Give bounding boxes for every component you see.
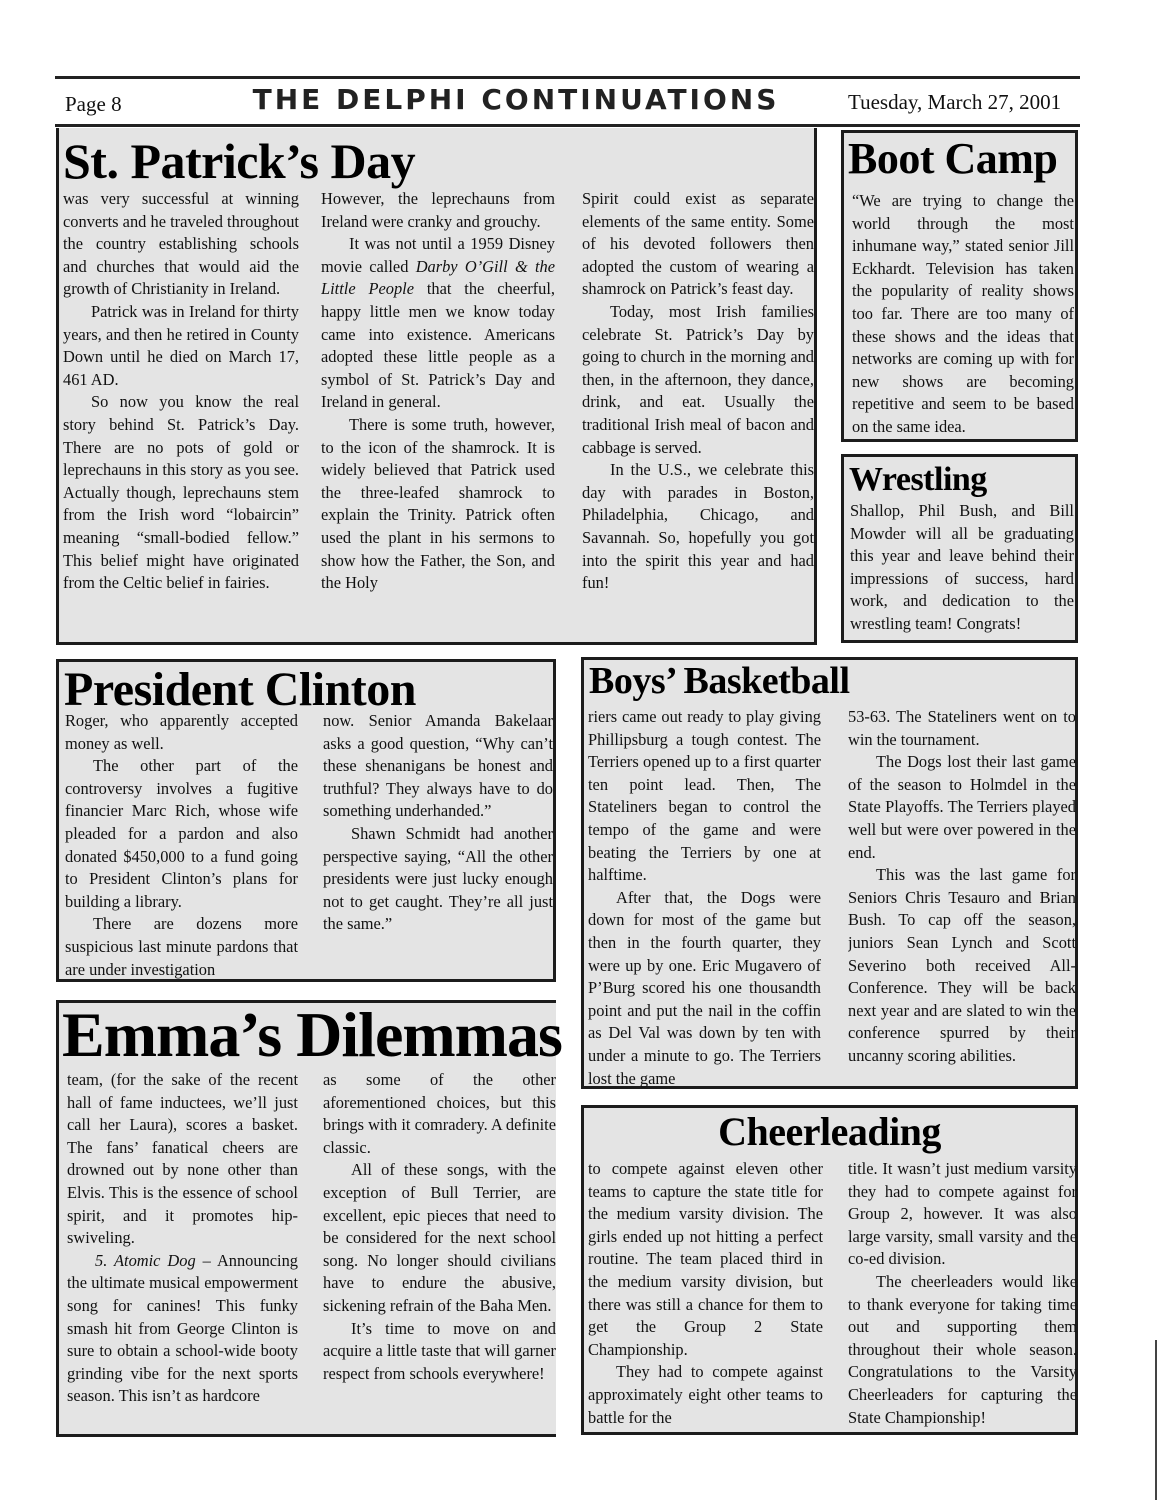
paragraph: They had to compete against approximately eight other teams to battle for the [588,1362,823,1427]
cheer-col-1 [588,1158,823,1434]
wrestling-article [841,454,1078,643]
emmas-dilemmas-headline: Emma’s Dilemmas [62,999,562,1070]
boys-basketball-headline: Boys’ Basketball [589,660,850,702]
clinton-col-2 [323,710,553,982]
basketball-col-2 [848,706,1076,1088]
paragraph: now. Senior Amanda Bakelaar asks a good question, “Why can’t these shenanigans be honest and truthful? They always have to do something underhanded.” [323,711,553,821]
page-number: Page 8 [65,92,122,116]
paragraph: There is some truth, however, to the icon of the shamrock. It is widely believed that Patrick used the three-leafed shamrock to explain the Trinity. Patrick often used the plant in his sermons to show how the Father, the Son, and the Holy [321,414,555,593]
text-run: It was not until a 1959 Disney movie called [321,234,555,276]
paragraph: There are dozens more suspicious last minute pardons that are under investigation [65,914,298,979]
page-edge-line [1155,1340,1157,1500]
paragraph: as some of the other aforementioned choices, but this brings with it comradery. A definite classic. [323,1070,556,1157]
boys-basketball-article [581,657,1078,1089]
st-patricks-col-1 [63,188,299,646]
st-patricks-col-2 [321,188,555,646]
issue-date: Tuesday, March 27, 2001 [848,90,1062,114]
paragraph: All of these songs, with the exception of Bull Terrier, are excellent, epic pieces that need to be considered for the next school song. No longer should civilians have to endure the abusive, sickening refrain of the Baha Men. [323,1160,556,1315]
paragraph: Roger, who apparently accepted money as well. [65,711,298,753]
paragraph: Shawn Schmidt had another perspective saying, “All the other presidents were just lucky enough not to get caught. They’re all just the same.” [323,823,553,934]
masthead-bottom-rule [55,124,1080,127]
st-patricks-day-article [56,128,817,645]
paragraph: So now you know the real story behind St. Patrick’s Day. There are no pots of gold or leprechauns in this story as you see. Actually though, leprechauns stem from the Irish word “lobaircin” meaning “small-bodied fellow.” This belief might have originated from the Celtic belief in fairies. [63,392,299,593]
paragraph [321,233,555,414]
paragraph [67,1250,298,1408]
emma-col-2 [323,1069,556,1435]
song-title: 5. Atomic Dog [95,1250,196,1270]
text-run: – Announcing the ultimate musical empowerment song for canines! This funky smash hit from George Clinton is sure to obtain a school-wide booty grinding vibe for the next sports season. This isn’t as hardcore [67,1250,298,1406]
paragraph: After that, the Dogs were down for most of the game but then in the fourth quarter, they were up by one. Eric Mugavero of P’Burg scored his one thousandth point and put the nail in the coffin as Del Val was down by ten with under a minute to go. The Terriers lost the game [588,887,821,1088]
boot-camp-article [841,130,1078,442]
movie-title: Darby O’Gill & the Little People [321,256,555,299]
paragraph: Shallop, Phil Bush, and Bill Mowder will all be graduating this year and leave behind their impressions of success, hard work, and dedication to the wrestling team! Congrats! [850,501,1074,633]
president-clinton-headline: President Clinton [64,663,416,716]
cheerleading-headline: Cheerleading [718,1109,941,1154]
wrestling-body [850,500,1074,640]
paragraph: was very successful at winning converts and he traveled throughout the country establishing schools and churches that would aid the growth of Christianity in Ireland. [63,189,299,299]
paragraph: In the U.S., we celebrate this day with parades in Boston, Philadelphia, Chicago, and Savannah. So, hopefully you got into the spirit this year and had fun! [582,460,814,593]
cheerleading-article [581,1105,1078,1435]
text-run: that the cheerful, happy little men we know today came into existence. Americans adopted these little people as a symbol of St. Patrick’s Day and Ireland in general. [321,279,555,412]
basketball-col-1 [588,706,821,1088]
paragraph: Today, most Irish families celebrate St. Patrick’s Day by going to church in the morning and then, in the afternoon, they dance, drink, and eat. Usually the traditional Irish meal of bacon and cabbage is served. [582,301,814,457]
st-patricks-col-3 [582,188,814,646]
paragraph: The Dogs lost their last game of the season to Holmdel in the State Playoffs. The Terriers played well but were over powered in the end. [848,752,1076,862]
paragraph: This was the last game for Seniors Chris Tesauro and Brian Bush. To cap off the season, juniors Sean Lynch and Scott Severino both received All-Conference. They will be back next year and are slated to win the conference spurred by their uncanny scoring abilities. [848,865,1076,1065]
st-patricks-day-headline: St. Patrick’s Day [63,133,416,189]
paragraph: to compete against eleven other teams to capture the state title for the medium varsity division. The girls ended up not hitting a perfect routine. The team placed third in the medium varsity division, but there was still a chance for them to get the Group 2 State Championship. [588,1159,823,1359]
paragraph: 53-63. The Stateliners went on to win the tournament. [848,707,1076,749]
paragraph: team, (for the sake of the recent hall of fame inductees, we’ll just call her Laura), scores a basket. The fans’ fanatical cheers are drowned out by none other than Elvis. This is the essence of school spirit, and it promotes hip-swiveling. [67,1070,298,1248]
paragraph: It’s time to move on and acquire a little taste that will garner respect from schools everywhere! [323,1318,556,1383]
newspaper-title: THE DELPHI CONTINUATIONS [252,83,780,116]
paragraph: title. It wasn’t just medium varsity they had to compete against for Group 2, however. It was also large varsity, small varsity and the co-ed division. [848,1159,1077,1269]
emma-col-1 [67,1069,298,1435]
paragraph: The other part of the controversy involves a fugitive financier Marc Rich, whose wife pleaded for a pardon and also donated $450,000 to a fund going to President Clinton’s plans for building a library. [65,756,298,911]
paragraph: The cheerleaders would like to thank everyone for taking time out and supporting them throughout their whole season. Congratulations to the Varsity Cheerleaders for capturing the State Championship! [848,1271,1077,1427]
boot-camp-headline: Boot Camp [848,134,1058,183]
clinton-col-1 [65,710,298,982]
paragraph: Spirit could exist as separate elements of the same entity. Some of his devoted followers then adopted the custom of wearing a shamrock on Patrick’s feast day. [582,189,814,299]
emmas-dilemmas-article [56,999,562,1437]
paragraph: riers came out ready to play giving Phillipsburg a tough contest. The Terriers opened up to a first quarter ten point lead. Then, The Stateliners began to control the tempo of the game and were beating the Terriers by one at halftime. [588,707,821,885]
wrestling-headline: Wrestling [849,461,987,498]
masthead-top-rule [55,76,1080,79]
cheer-col-2 [848,1158,1077,1434]
paragraph: “We are trying to change the world through the most inhumane way,” stated senior Jill Eckhardt. Television has taken the popularity of reality shows too far. There are too many of these shows and the ideas that networks are coming up with for new shows are becoming repetitive and seem to be based on the same idea. [852,191,1074,436]
paragraph: Patrick was in Ireland for thirty years, and then he retired in County Down until he died on March 17, 461 AD. [63,301,299,389]
boot-camp-body [852,190,1074,440]
president-clinton-article [56,659,556,982]
paragraph: However, the leprechauns from Ireland were cranky and grouchy. [321,189,555,231]
